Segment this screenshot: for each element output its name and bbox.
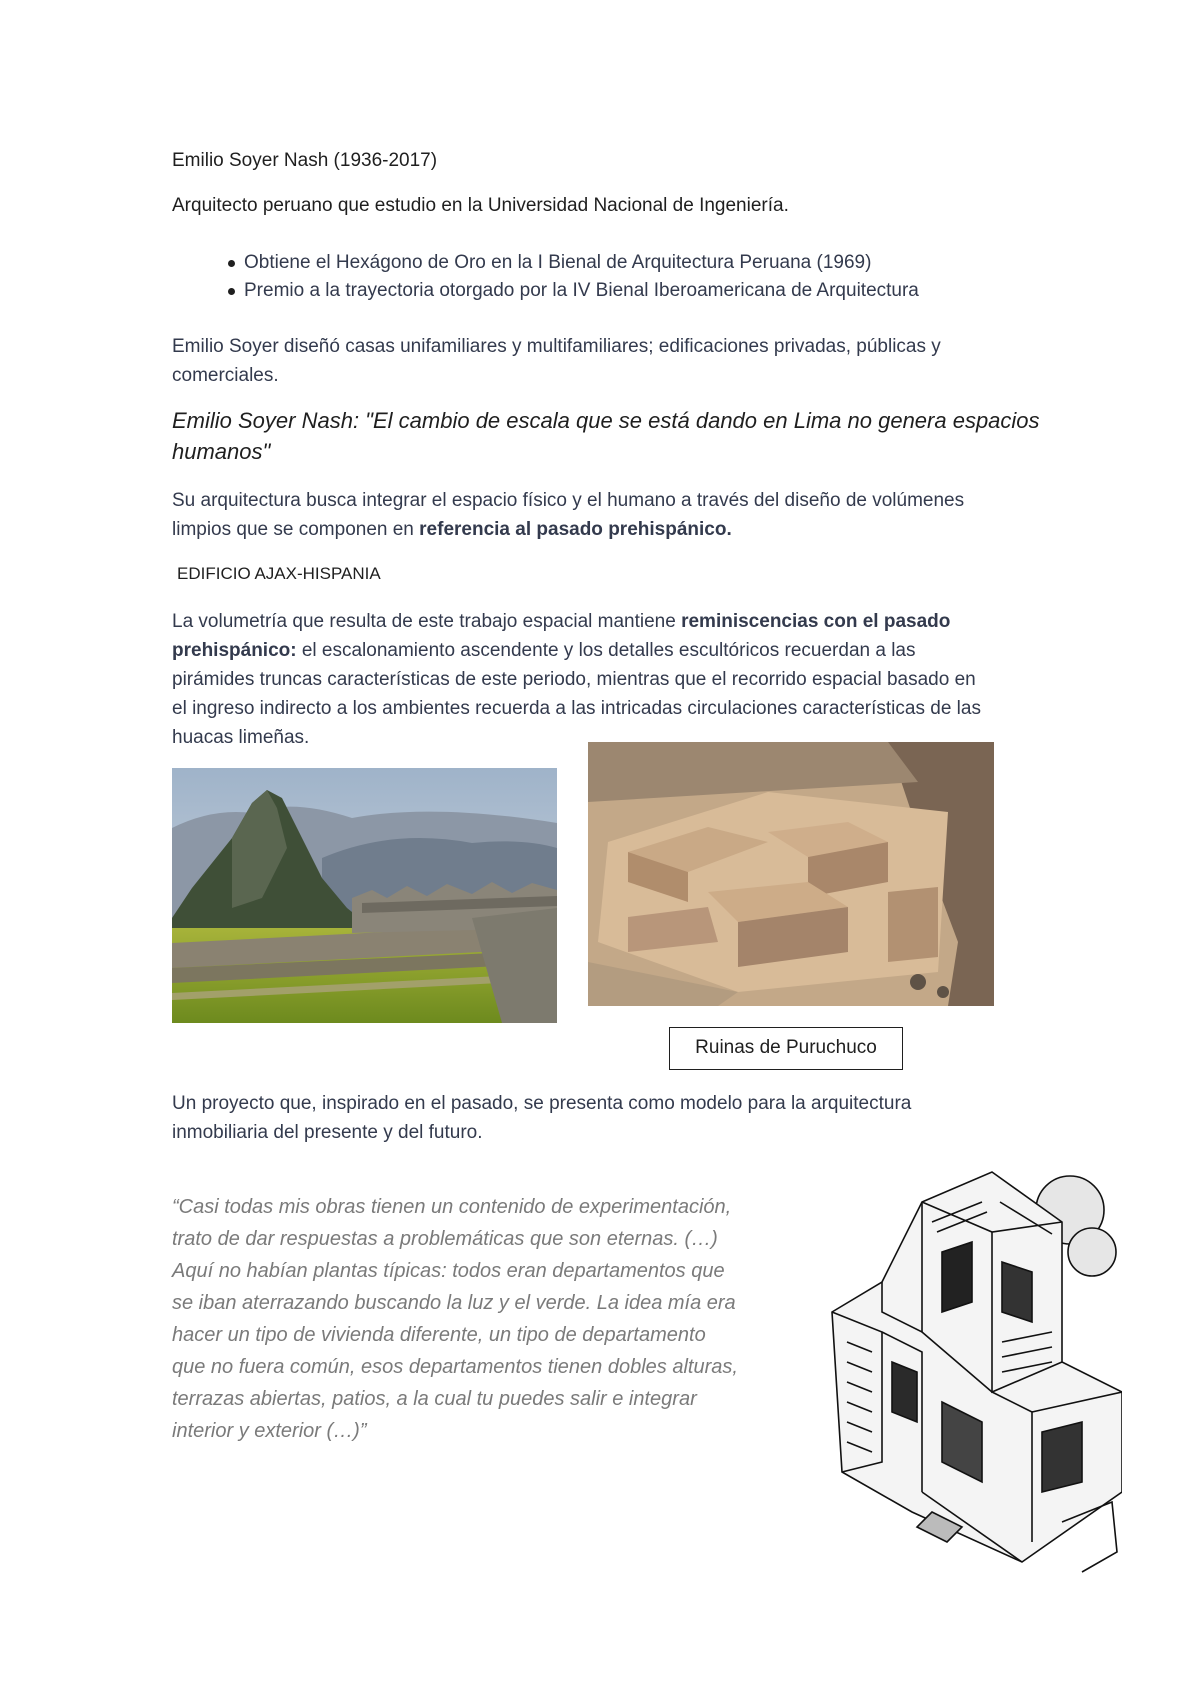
works-paragraph: Emilio Soyer diseñó casas unifamiliares y multifamiliares; edificaciones privadas, públicas y comerciales. [172, 336, 941, 386]
awards-list [172, 249, 1072, 305]
closing-quote: “Casi todas mis obras tienen un contenido de experimentación, trato de dar respuestas a problemáticas que son eternas. (…) Aquí no habían plantas típicas: todos eran departamentos que se iban aterrazando buscando la luz y el verde. La idea mía era hacer un tipo de vivienda diferente, un tipo de departamento que no fuera común, esos departamentos tienen dobles alturas, terrazas abiertas, patios, a la cual tu puedes salir e integrar interior y exterior (…)” [172, 1196, 738, 1442]
building-name: EDIFICIO AJAX-HISPANIA [177, 564, 381, 583]
photo-caption: Ruinas de Puruchuco [669, 1027, 903, 1070]
list-item: Obtiene el Hexágono de Oro en la I Bienal de Arquitectura Peruana (1969) [172, 249, 1072, 277]
architecture-paragraph: Su arquitectura busca integrar el espacio físico y el humano a través del diseño de volúmenes limpios que se componen en referencia al pasado prehispánico. [172, 490, 965, 540]
axonometric-drawing [822, 1162, 1122, 1582]
list-item: Premio a la trayectoria otorgado por la IV Bienal Iberoamericana de Arquitectura [172, 277, 1072, 305]
intro-text: Arquitecto peruano que estudio en la Universidad Nacional de Ingeniería. [172, 195, 789, 216]
project-paragraph: Un proyecto que, inspirado en el pasado, se presenta como modelo para la arquitectura inmobiliaria del presente y del futuro. [172, 1093, 912, 1143]
bullet-icon [228, 288, 235, 295]
bullet-icon [228, 260, 235, 267]
machu-picchu-photo [172, 768, 557, 1023]
volumetry-paragraph: La volumetría que resulta de este trabajo espacial mantiene reminiscencias con el pasado prehispánico: el escalonamiento ascendente y los detalles escultóricos recuerdan a las pirámides truncas características de este periodo, mientras que el recorrido espacial basado en el ingreso indirecto a los ambientes recuerda a las intricadas circulaciones características de las huacas limeñas. [172, 611, 981, 748]
quote-heading: Emilio Soyer Nash: "El cambio de escala que se está dando en Lima no genera espacios humanos" [172, 408, 1040, 464]
page-title: Emilio Soyer Nash (1936-2017) [172, 150, 438, 171]
puruchuco-photo [588, 742, 994, 1006]
